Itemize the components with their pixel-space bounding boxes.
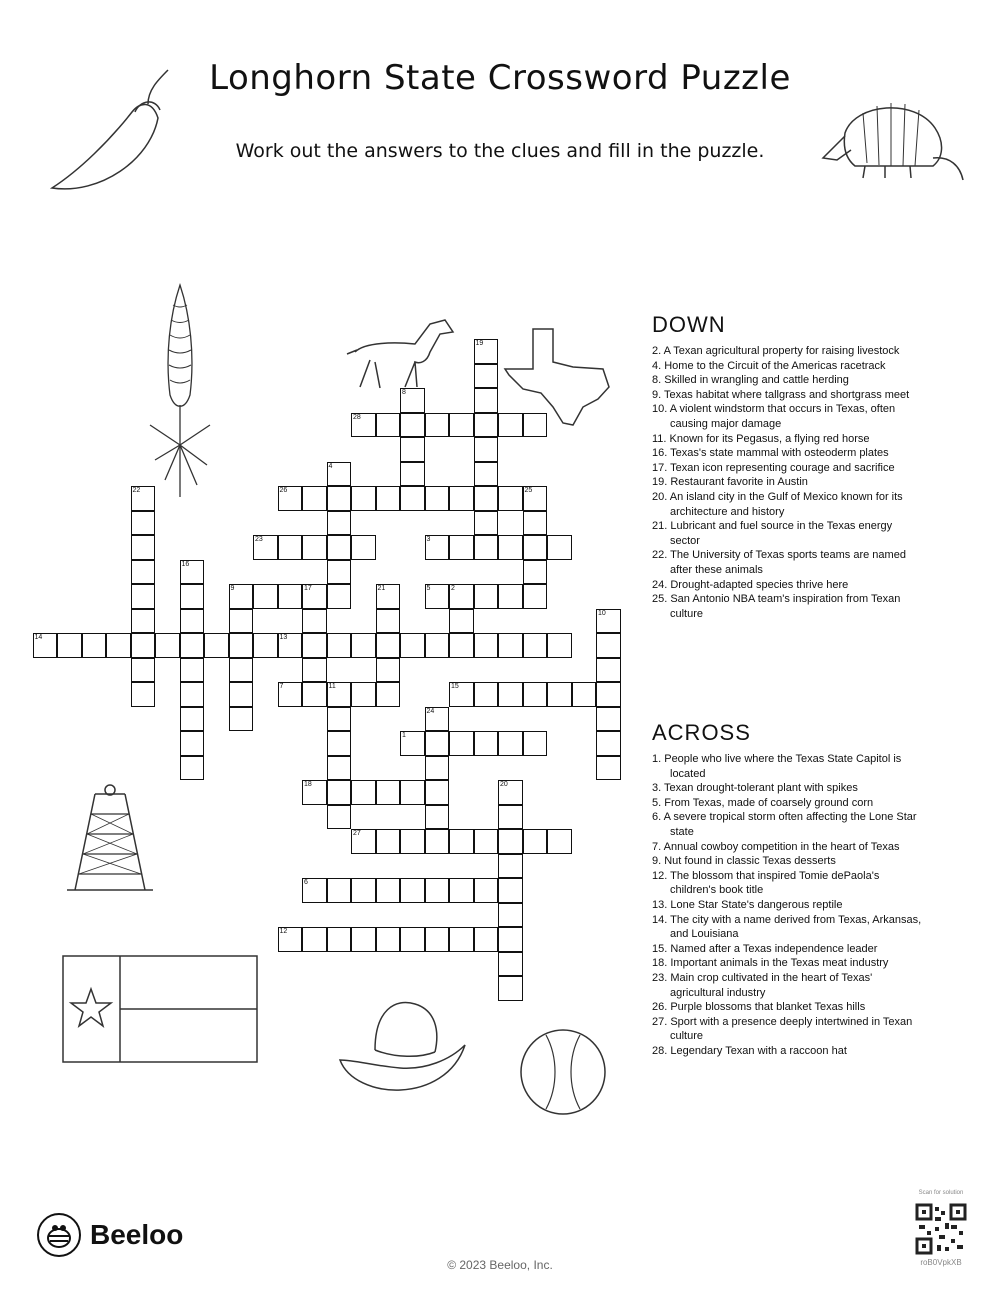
crossword-cell[interactable] [498,829,523,854]
crossword-cell[interactable] [327,633,352,658]
clue-number: 4 [328,462,333,470]
clue-item: 2. A Texan agricultural property for raising livestock [652,345,900,357]
crossword-cell[interactable] [425,829,450,854]
clue-item: 6. A severe tropical storm often affecting the Lone Star state [652,811,917,838]
crossword-cell[interactable] [547,682,572,707]
crossword-cell[interactable] [327,584,352,609]
clue-item: 17. Texan icon representing courage and sacrifice [652,461,895,474]
clue-item: 8. Skilled in wrangling and cattle herding [652,374,849,387]
crossword-cell[interactable] [327,927,352,952]
crossword-cell[interactable] [449,413,474,438]
crossword-cell[interactable] [302,584,327,609]
clue-number: 18 [304,781,312,788]
crossword-cell[interactable] [449,535,474,560]
crossword-cell[interactable] [351,633,376,658]
crossword-cell[interactable] [400,486,425,511]
crossword-cell[interactable] [155,633,180,658]
crossword-cell[interactable] [474,535,499,560]
crossword-cell[interactable] [376,927,401,952]
crossword-cell[interactable] [302,682,327,707]
qr-code-id: roB0VpkXB [920,1258,962,1267]
crossword-cell[interactable] [376,829,401,854]
crossword-cell[interactable] [229,633,254,658]
crossword-cell[interactable] [523,829,548,854]
crossword-cell[interactable] [302,633,327,658]
crossword-cell[interactable] [400,437,425,462]
crossword-cell[interactable] [376,658,401,683]
crossword-cell[interactable] [523,633,548,658]
crossword-cell[interactable] [523,731,548,756]
clue-number: 11 [328,683,336,690]
crossword-cell[interactable] [253,535,278,560]
crossword-cell[interactable] [474,413,499,438]
clue-number: 16 [181,560,190,568]
crossword-cell[interactable] [302,927,327,952]
clue-number: 7 [279,683,284,690]
crossword-cell[interactable] [498,952,523,977]
crossword-cell[interactable] [351,829,376,854]
crossword-cell[interactable] [400,388,425,413]
crossword-cell[interactable] [302,535,327,560]
crossword-cell[interactable] [474,584,499,609]
clue-number: 8 [402,389,406,396]
crossword-cell[interactable] [131,486,156,511]
crossword-cell[interactable] [351,535,376,560]
crossword-cell[interactable] [180,633,205,658]
clue-number: 28 [353,413,361,421]
clue-item: 19. Restaurant favorite in Austin [652,476,808,489]
crossword-cell[interactable] [106,633,131,658]
crossword-cell[interactable] [425,756,450,781]
clue-number: 14 [34,634,43,641]
crossword-cell[interactable] [523,560,548,585]
crossword-cell[interactable] [474,829,499,854]
crossword-cell[interactable] [229,707,254,732]
crossword-cell[interactable] [204,633,229,658]
clue-item: 10. A violent windstorm that occurs in Texas, often causing major damage [652,403,896,430]
clue-item: 7. Annual cowboy competition in the heart of Texas [652,840,900,853]
crossword-cell[interactable] [523,486,548,511]
crossword-cell[interactable] [180,658,205,683]
crossword-cell[interactable] [229,682,254,707]
crossword-cell[interactable] [376,633,401,658]
page-title: Longhorn State Crossword Puzzle [209,58,791,98]
clue-item: 16. Texas's state mammal with osteoderm plates [652,447,889,460]
down-clues-panel [652,312,922,621]
crossword-cell[interactable] [351,413,376,438]
crossword-cell[interactable] [278,486,303,511]
clue-number: 20 [500,781,508,788]
crossword-cell[interactable] [327,707,352,732]
crossword-cell[interactable] [498,633,523,658]
crossword-cell[interactable] [327,511,352,536]
down-clue-list [652,344,922,621]
crossword-cell[interactable] [327,462,352,487]
clue-number: 12 [279,928,288,935]
crossword-cell[interactable] [596,731,621,756]
crossword-cell[interactable] [327,756,352,781]
crossword-cell[interactable] [400,633,425,658]
crossword-cell[interactable] [596,609,621,634]
clue-number: 6 [304,879,308,886]
crossword-cell[interactable] [180,682,205,707]
crossword-cell[interactable] [180,707,205,732]
crossword-cell[interactable] [596,756,621,781]
crossword-cell[interactable] [351,486,376,511]
crossword-cell[interactable] [523,584,548,609]
crossword-cell[interactable] [180,560,205,585]
crossword-cell[interactable] [400,462,425,487]
clue-number: 5 [426,585,431,592]
crossword-cell[interactable] [596,682,621,707]
crossword-cell[interactable] [376,780,401,805]
clue-number: 25 [524,487,533,494]
crossword-cell[interactable] [278,682,303,707]
clue-item: 4. Home to the Circuit of the Americas racetrack [652,359,886,372]
crossword-cell[interactable] [376,584,401,609]
crossword-cell[interactable] [498,535,523,560]
clue-number: 10 [598,609,606,617]
crossword-cell[interactable] [302,780,327,805]
crossword-cell[interactable] [278,633,303,658]
clue-item: 9. Nut found in classic Texas desserts [652,855,836,868]
crossword-cell[interactable] [180,756,205,781]
crossword-cell[interactable] [425,731,450,756]
crossword-cell[interactable] [376,486,401,511]
crossword-cell[interactable] [425,486,450,511]
crossword-cell[interactable] [572,682,597,707]
crossword-cell[interactable] [302,609,327,634]
crossword-cell[interactable] [229,584,254,609]
crossword-cell[interactable] [327,682,352,707]
brand-name: Beeloo [90,1219,184,1250]
clue-item: 14. The city with a name derived from Texas, Arkansas, and Louisiana [652,913,922,941]
crossword-cell[interactable] [327,535,352,560]
crossword-cell[interactable] [498,780,523,805]
crossword-cell[interactable] [327,878,352,903]
clue-number: 17 [304,585,312,592]
crossword-cell[interactable] [302,658,327,683]
clue-number: 24 [426,707,435,715]
crossword-cell[interactable] [425,584,450,609]
across-heading: ACROSS [652,720,751,745]
clue-item: 15. Named after a Texas independence leader [652,942,878,955]
clue-item: 22. The University of Texas sports teams are named after these animals [652,549,906,576]
clue-number: 1 [402,732,406,739]
crossword-cell[interactable] [596,633,621,658]
clue-item: 21. Lubricant and fuel source in the Texas energy sector [652,520,893,547]
crossword-cell[interactable] [425,413,450,438]
crossword-cell[interactable] [474,364,499,389]
crossword-cell[interactable] [498,486,523,511]
crossword-cell[interactable] [376,609,401,634]
crossword-cell[interactable] [400,780,425,805]
crossword-cell[interactable] [229,658,254,683]
crossword-cell[interactable] [474,462,499,487]
clue-item: 24. Drought-adapted species thrive here [652,578,849,591]
crossword-cell[interactable] [474,511,499,536]
crossword-cell[interactable] [82,633,107,658]
clue-item: 3. Texan drought-tolerant plant with spikes [652,782,858,795]
crossword-cell[interactable] [523,511,548,536]
clue-number: 22 [132,487,141,494]
crossword-cell[interactable] [474,339,499,364]
crossword-cell[interactable] [400,829,425,854]
clue-number: 19 [475,340,484,347]
clue-item: 23. Main crop cultivated in the heart of Texas' agricultural industry [652,971,873,999]
clue-number: 3 [426,536,431,543]
crossword-cell[interactable] [474,437,499,462]
across-clue-list [652,752,922,1058]
clue-item: 25. San Antonio NBA team's inspiration from Texan culture [652,593,901,620]
crossword-cell[interactable] [278,535,303,560]
crossword-cell[interactable] [278,584,303,609]
crossword-cell[interactable] [425,535,450,560]
clue-item: 18. Important animals in the Texas meat industry [652,957,889,970]
crossword-cell[interactable] [425,707,450,732]
crossword-cell[interactable] [131,658,156,683]
clue-number: 2 [451,585,455,592]
crossword-cell[interactable] [327,805,352,830]
clue-item: 20. An island city in the Gulf of Mexico known for its architecture and history [652,490,903,518]
crossword-cell[interactable] [474,388,499,413]
crossword-cell[interactable] [474,633,499,658]
crossword-cell[interactable] [449,829,474,854]
crossword-cell[interactable] [449,878,474,903]
crossword-cell[interactable] [425,878,450,903]
crossword-cell[interactable] [474,878,499,903]
crossword-cell[interactable] [474,731,499,756]
crossword-cell[interactable] [131,535,156,560]
clue-item: 1. People who live where the Texas State Capitol is located [652,753,902,780]
crossword-cell[interactable] [474,927,499,952]
crossword-cell[interactable] [131,609,156,634]
clue-item: 11. Known for its Pegasus, a flying red horse [652,432,870,445]
crossword-cell[interactable] [351,682,376,707]
crossword-cell[interactable] [278,927,303,952]
qr-caption: Scan for solution [918,1190,964,1196]
crossword-cell[interactable] [131,584,156,609]
crossword-cell[interactable] [498,976,523,1001]
crossword-cell[interactable] [131,682,156,707]
crossword-cell[interactable] [523,413,548,438]
crossword-cell[interactable] [33,633,58,658]
crossword-cell[interactable] [474,486,499,511]
crossword-cell[interactable] [596,658,621,683]
crossword-cell[interactable] [449,927,474,952]
crossword-cell[interactable] [351,780,376,805]
page-subtitle: Work out the answers to the clues and fill in the puzzle. [235,140,765,162]
crossword-cell[interactable] [400,731,425,756]
clue-item: 27. Sport with a presence deeply intertwined in Texan culture [652,1015,913,1043]
crossword-cell[interactable] [376,413,401,438]
crossword-cell[interactable] [400,413,425,438]
crossword-cell[interactable] [131,633,156,658]
crossword-cell[interactable] [498,878,523,903]
clue-number: 26 [279,487,288,494]
crossword-cell[interactable] [400,878,425,903]
crossword-cell[interactable] [327,780,352,805]
crossword-cell[interactable] [180,584,205,609]
crossword-cell[interactable] [449,584,474,609]
crossword-cell[interactable] [498,805,523,830]
clue-number: 27 [353,830,361,837]
clue-item: 9. Texas habitat where tallgrass and shortgrass meet [652,388,910,401]
down-heading: DOWN [652,312,726,337]
crossword-cell[interactable] [302,878,327,903]
clue-number: 23 [255,536,263,543]
crossword-cell[interactable] [131,511,156,536]
crossword-cell[interactable] [498,584,523,609]
bee-logo-icon [36,1212,82,1258]
crossword-cell[interactable] [376,878,401,903]
crossword-cell[interactable] [327,560,352,585]
crossword-cell[interactable] [425,927,450,952]
crossword-cell[interactable] [474,682,499,707]
crossword-cell[interactable] [498,413,523,438]
crossword-cell[interactable] [498,682,523,707]
clue-item: 26. Purple blossoms that blanket Texas hills [652,1001,866,1014]
crossword-cell[interactable] [180,731,205,756]
clue-item: 28. Legendary Texan with a raccoon hat [652,1044,847,1057]
clue-item: 12. The blossom that inspired Tomie dePaola's children's book title [652,869,880,897]
brand-logo[interactable] [36,1212,183,1258]
crossword-cell[interactable] [327,731,352,756]
crossword-cell[interactable] [498,731,523,756]
crossword-cell[interactable] [425,780,450,805]
crossword-cell[interactable] [449,609,474,634]
clue-number: 13 [279,634,288,641]
across-clues-panel [652,720,922,1058]
clue-number: 15 [451,683,459,690]
clue-item: 5. From Texas, made of coarsely ground corn [652,796,874,809]
crossword-cell[interactable] [253,633,278,658]
clue-number: 9 [230,585,235,592]
crossword-cell[interactable] [253,584,278,609]
crossword-cell[interactable] [523,535,548,560]
crossword-cell[interactable] [302,486,327,511]
crossword-cell[interactable] [425,805,450,830]
clue-number: 21 [377,585,386,592]
clue-item: 13. Lone Star State's dangerous reptile [652,898,843,911]
crossword-cell[interactable] [449,731,474,756]
crossword-cell[interactable] [351,927,376,952]
crossword-cell[interactable] [449,486,474,511]
crossword-cell[interactable] [498,854,523,879]
crossword-cell[interactable] [498,903,523,928]
crossword-cell[interactable] [449,633,474,658]
crossword-cell[interactable] [547,829,572,854]
crossword-cell[interactable] [596,707,621,732]
crossword-cell[interactable] [376,682,401,707]
crossword-cell[interactable] [131,560,156,585]
crossword-cell[interactable] [229,609,254,634]
crossword-cell[interactable] [351,878,376,903]
crossword-cell[interactable] [400,927,425,952]
qr-code-icon[interactable] [915,1203,967,1255]
crossword-cell[interactable] [57,633,82,658]
copyright-text: © 2023 Beeloo, Inc. [447,1258,553,1272]
crossword-cell[interactable] [547,535,572,560]
crossword-cell[interactable] [327,486,352,511]
crossword-cell[interactable] [180,609,205,634]
crossword-cell[interactable] [547,633,572,658]
crossword-cell[interactable] [498,927,523,952]
crossword-cell[interactable] [425,633,450,658]
crossword-cell[interactable] [523,682,548,707]
crossword-cell[interactable] [449,682,474,707]
